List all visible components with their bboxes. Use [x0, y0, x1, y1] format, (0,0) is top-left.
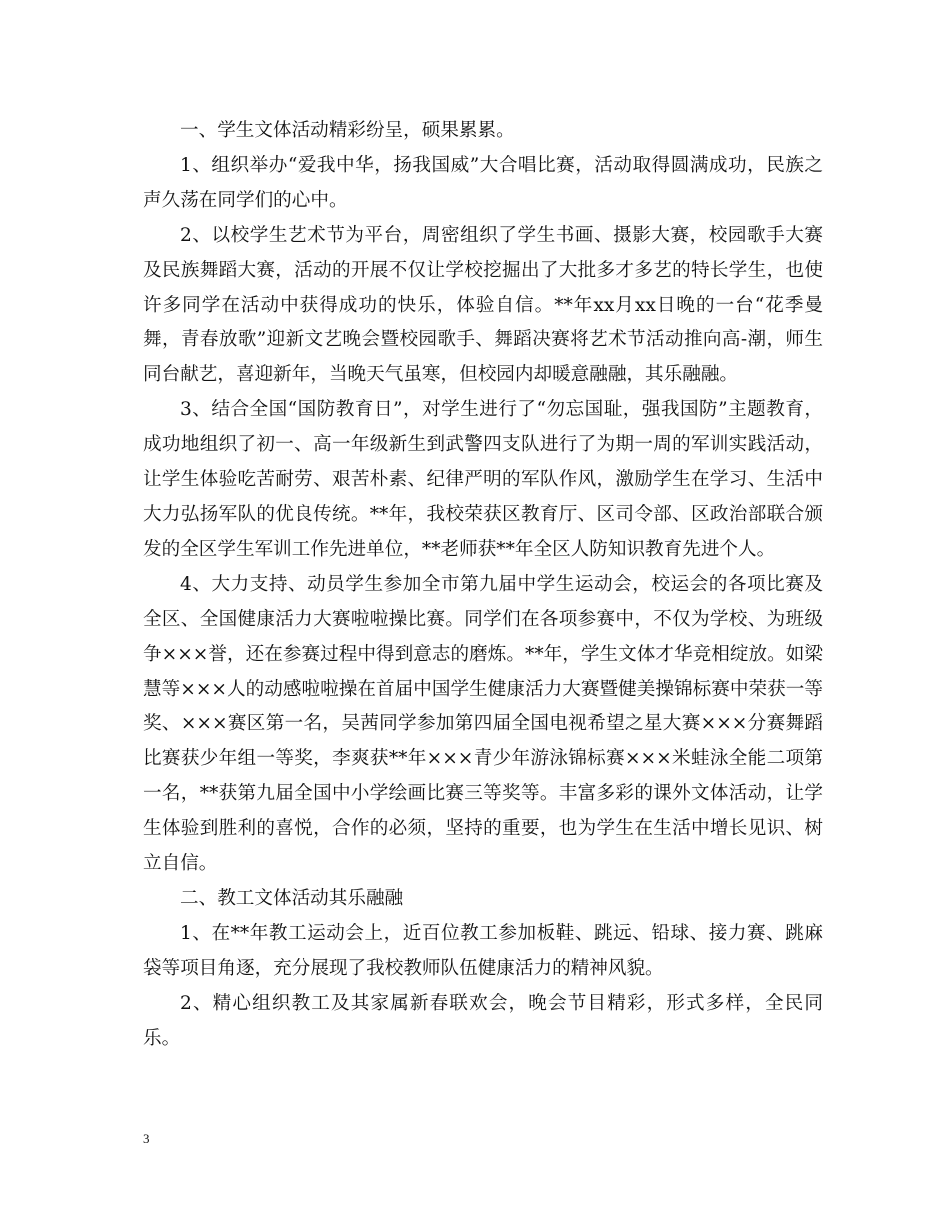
paragraph-staff-sports-meet: 1、在**年教工运动会上，近百位教工参加板鞋、跳远、铅球、接力赛、跳麻袋等项目角逐，充分展现了我校教师队伍健康活力的精神风貌。 [143, 922, 823, 979]
section-heading-student-activities: 一、学生文体活动精彩纷呈，硕果累累。 [180, 120, 515, 141]
paragraph-spring-gala: 2、精心组织教工及其家属新春联欢会，晚会节目精彩，形式多样，全民同乐。 [143, 992, 823, 1049]
paragraph-sports-competitions: 4、大力支持、动员学生参加全市第九届中学生运动会，校运会的各项比赛及全区、全国健康活力大赛啦啦操比赛。同学们在各项参赛中，不仅为学校、为班级争×××誉，还在参赛过程中得到意志的磨炼。**年，学生文体才华竞相绽放。如梁慧等×××人的动感啦啦操在首届中国学生健康活力大赛暨健美操锦标赛中荣获一等奖、×××赛区第一名，吴茜同学参加第四届全国电视希望之星大赛×××分赛舞蹈比赛获少年组一等奖，李爽获**年×××青少年游泳锦标赛×××米蛙泳全能二项第一名，**获第九届全国中小学绘画比赛三等奖等。丰富多彩的课外文体活动，让学生体验到胜利的喜悦，合作的必须，坚持的重要，也为学生在生活中增长见识、树立自信。 [143, 573, 823, 875]
page-number: 3 [143, 1131, 150, 1146]
paragraph-chorus-contest: 1、组织举办“爱我中华，扬我国威”大合唱比赛，活动取得圆满成功，民族之声久荡在同学们的心中。 [143, 154, 823, 211]
document-body [143, 114, 823, 1056]
paragraph-defense-education: 3、结合全国“国防教育日”，对学生进行了“勿忘国耻，强我国防”主题教育，成功地组织了初一、高一年级新生到武警四支队进行了为期一周的军训实践活动，让学生体验吃苦耐劳、艰苦朴素、纪律严明的军队作风，激励学生在学习、生活中大力弘扬军队的优良传统。**年，我校荣获区教育厅、区司令部、区政治部联合颁发的全区学生军训工作先进单位，**老师获**年全区人防知识教育先进个人。 [143, 399, 823, 560]
section-heading-staff-activities: 二、教工文体活动其乐融融 [180, 887, 404, 909]
paragraph-art-festival: 2、以校学生艺术节为平台，周密组织了学生书画、摄影大赛，校园歌手大赛及民族舞蹈大赛，活动的开展不仅让学校挖掘出了大批多才多艺的特长学生，也使许多同学在活动中获得成功的快乐，体验自信。**年xx月xx日晚的一台“花季曼舞，青春放歌”迎新文艺晚会暨校园歌手、舞蹈决赛将艺术节活动推向高-潮，师生同台献艺，喜迎新年，当晚天气虽寒，但校园内却暖意融融，其乐融融。 [143, 224, 823, 386]
